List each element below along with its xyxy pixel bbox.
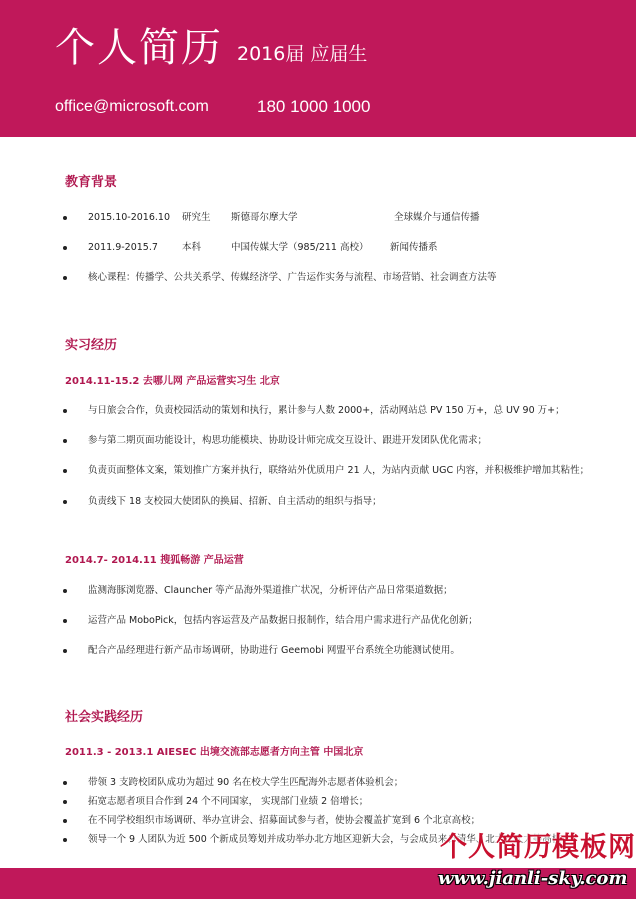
job-bullet (0, 404, 636, 418)
education-degree: 研究生 (182, 212, 211, 223)
education-date: 2015.10-2016.10 (88, 212, 170, 223)
education-school: 斯德哥尔摩大学 (231, 212, 298, 223)
education-courses (0, 271, 636, 285)
social-bullet-text: 在不同学校组织市场调研、举办宣讲会、招募面试参与者，使协会覆盖扩宽到 6 个北京高校； (88, 815, 481, 826)
social-bullet (0, 814, 636, 828)
bullet-icon (63, 246, 67, 250)
education-item (0, 241, 636, 255)
bullet-icon (63, 589, 67, 593)
bullet-icon (63, 409, 67, 413)
social-bullet (0, 795, 636, 809)
bullet-icon (63, 781, 67, 785)
education-school: 中国传媒大学（985/211 高校） (231, 242, 369, 253)
education-major: 新闻传播系 (390, 242, 438, 253)
job-bullet-text: 监测海豚浏览器、Clauncher 等产品海外渠道推广状况，分析评估产品日常渠道数据； (88, 585, 453, 596)
section-title-education: 教育背景 (65, 175, 118, 190)
section-title-internship: 实习经历 (65, 338, 118, 353)
watermark-title: 个人简历模板网 (440, 832, 636, 863)
section-title-social: 社会实践经历 (65, 710, 144, 725)
job-bullet-text: 配合产品经理进行新产品市场调研，协助进行 Geemobi 网盟平台系统全功能测试使用。 (88, 645, 460, 656)
job-bullet-text: 与日旅会合作，负责校园活动的策划和执行，累计参与人数 2000+，活动网站总 PV 150 万+，总 UV 90 万+； (88, 405, 565, 416)
job-bullet-text: 负责页面整体文案，策划推广方案并执行，联络站外优质用户 21 人，为站内贡献 UGC 内容，并积极维护增加其粘性； (88, 465, 590, 476)
bullet-icon (63, 469, 67, 473)
bullet-icon (63, 216, 67, 220)
job-bullet-text: 参与第二期页面功能设计，构思功能模块、协助设计师完成交互设计、跟进开发团队优化需求； (88, 435, 488, 446)
education-item (0, 211, 636, 225)
graduation-year: 2016届 应届生 (237, 43, 368, 65)
job-heading: 2014.7- 2014.11 搜狐畅游 产品运营 (65, 555, 244, 566)
bullet-icon (63, 838, 67, 842)
bullet-icon (63, 500, 67, 504)
job-bullet-text: 运营产品 MoboPick，包括内容运营及产品数据日报制作，结合用户需求进行产品优化创新； (88, 615, 478, 626)
social-bullet-text: 带领 3 支跨校团队成功为超过 90 名在校大学生匹配海外志愿者体验机会； (88, 777, 404, 788)
job-heading: 2014.11-15.2 去哪儿网 产品运营实习生 北京 (65, 376, 280, 387)
bullet-icon (63, 439, 67, 443)
email-address: office@microsoft.com (55, 98, 209, 115)
header-banner (0, 0, 636, 137)
bullet-icon (63, 276, 67, 280)
phone-number: 180 1000 1000 (257, 97, 371, 116)
education-major: 全球媒介与通信传播 (394, 212, 480, 223)
bullet-icon (63, 649, 67, 653)
job-bullet (0, 495, 636, 509)
job-bullet-text: 负责线下 18 支校园大使团队的换届、招新、自主活动的组织与指导； (88, 496, 382, 507)
job-bullet (0, 434, 636, 448)
social-bullet (0, 776, 636, 790)
job-bullet (0, 614, 636, 628)
social-bullet-text: 拓宽志愿者项目合作到 24 个不同国家， 实现部门业绩 2 倍增长； (88, 796, 369, 807)
job-bullet (0, 644, 636, 658)
bullet-icon (63, 619, 67, 623)
education-date: 2011.9-2015.7 (88, 242, 158, 253)
courses-text: 核心课程：传播学、公共关系学、传媒经济学、广告运作实务与流程、市场营销、社会调查方法等 (88, 272, 497, 283)
job-bullet (0, 584, 636, 598)
social-heading: 2011.3 - 2013.1 AIESEC 出境交流部志愿者方向主管 中国北京 (65, 747, 364, 758)
resume-title: 个人简历 (55, 25, 223, 71)
bullet-icon (63, 800, 67, 804)
job-bullet (0, 464, 636, 478)
education-degree: 本科 (182, 242, 202, 253)
social-bullet-text: 领导一个 9 人团队为近 500 个新成员筹划并成功举办北方地区迎新大会，与会成员来自清华、北大、人大等高校 (88, 834, 562, 845)
watermark-url: www.jianli-sky.com (438, 868, 628, 889)
bullet-icon (63, 819, 67, 823)
